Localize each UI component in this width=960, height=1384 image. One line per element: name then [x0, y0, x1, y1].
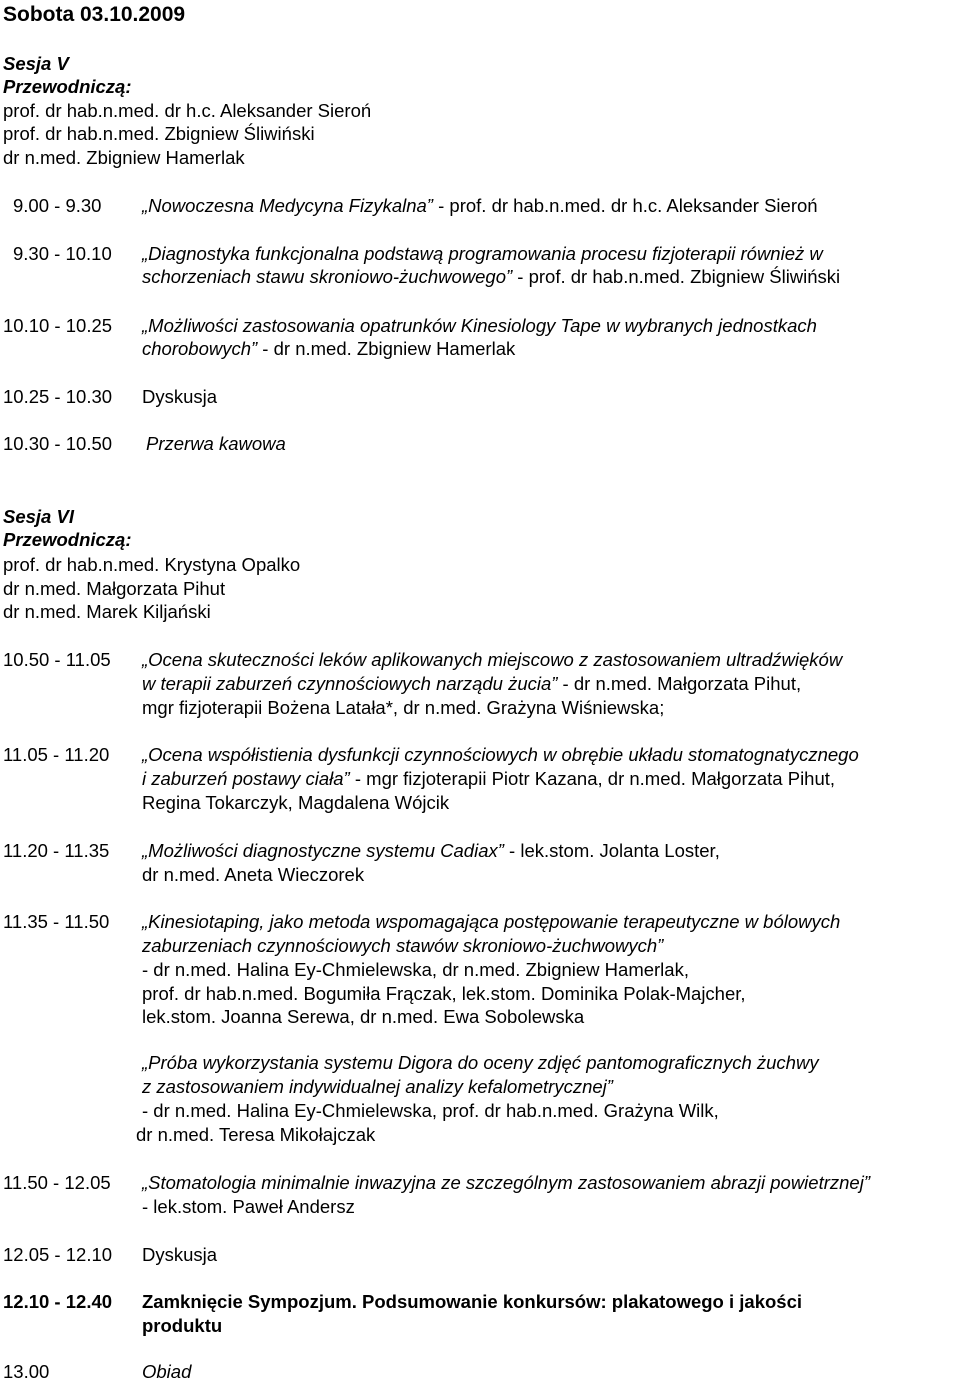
item-speaker: mgr fizjoterapii Bożena Latała*, dr n.med. Grażyna Wiśniewska;	[142, 697, 665, 718]
item-title: „Nowoczesna Medycyna Fizykalna”	[142, 195, 433, 216]
chairs-label: Przewodniczą:	[3, 529, 132, 550]
item-title: z zastosowaniem indywidualnej analizy kefalometrycznej”	[142, 1076, 613, 1097]
item-title: zaburzeniach czynnościowych stawów skroniowo-żuchwowych”	[142, 935, 664, 956]
program-item	[142, 337, 515, 361]
item-title: schorzeniach stawu skroniowo-żuchwowego”	[142, 266, 513, 287]
session-title: Sesja VI	[3, 506, 74, 527]
item-title: w terapii zaburzeń czynnościowych narządu żucia”	[142, 673, 558, 694]
item-speaker: - lek.stom. Jolanta Loster,	[503, 840, 720, 861]
item-speaker: dr n.med. Aneta Wieczorek	[142, 864, 365, 885]
item-speaker: - lek.stom. Paweł Andersz	[142, 1196, 355, 1217]
item-time: 11.50 - 12.05	[3, 1172, 111, 1193]
item-title: chorobowych”	[142, 338, 258, 359]
item-time: 10.25 - 10.30	[3, 386, 113, 407]
chair-name: dr n.med. Marek Kiljański	[3, 601, 211, 622]
item-speaker: lek.stom. Joanna Serewa, dr n.med. Ewa Sobolewska	[142, 1006, 585, 1027]
item-title: Dyskusja	[142, 1244, 218, 1265]
item-speaker: prof. dr hab.n.med. Bogumiła Frączak, lek.stom. Dominika Polak-Majcher,	[142, 983, 746, 1004]
item-speaker: - dr n.med. Halina Ey-Chmielewska, prof. dr hab.n.med. Grażyna Wilk,	[142, 1100, 719, 1121]
item-speaker: - dr n.med. Zbigniew Hamerlak	[257, 338, 516, 359]
item-title: „Kinesiotaping, jako metoda wspomagająca postępowanie terapeutyczne w bólowych	[142, 911, 841, 932]
item-time: 13.00	[3, 1361, 50, 1382]
item-title: Dyskusja	[142, 386, 218, 407]
chair-name: prof. dr hab.n.med. Zbigniew Śliwiński	[3, 123, 315, 144]
program-item	[142, 194, 818, 218]
item-speaker: - dr n.med. Małgorzata Pihut,	[557, 673, 802, 694]
item-title: „Ocena skuteczności leków aplikowanych miejscowo z zastosowaniem ultradźwięków	[142, 649, 843, 670]
item-time: 10.10 - 10.25	[3, 315, 113, 336]
item-title: „Stomatologia minimalnie inwazyjna ze szczególnym zastosowaniem abrazji powietrznej”	[142, 1172, 870, 1193]
item-time: 11.35 - 11.50	[3, 911, 110, 932]
program-item	[142, 672, 801, 696]
item-time: 10.50 - 11.05	[3, 649, 111, 670]
item-title: „Próba wykorzystania systemu Digora do oceny zdjęć pantomograficznych żuchwy	[142, 1052, 819, 1073]
item-time: 12.10 - 12.40	[3, 1291, 113, 1312]
item-time: 11.05 - 11.20	[3, 744, 110, 765]
item-time: 11.20 - 11.35	[3, 840, 110, 861]
program-item	[142, 839, 720, 863]
date-heading: Sobota 03.10.2009	[3, 3, 186, 26]
chair-name: dr n.med. Zbigniew Hamerlak	[3, 147, 245, 168]
item-time: 9.00 - 9.30	[13, 195, 102, 216]
item-time: 10.30 - 10.50	[3, 433, 113, 454]
item-speaker: - prof. dr hab.n.med. dr h.c. Aleksander Sieroń	[432, 195, 818, 216]
item-title: Przerwa kawowa	[146, 433, 286, 454]
item-title: „Możliwości diagnostyczne systemu Cadiax”	[142, 840, 504, 861]
program-item	[142, 265, 840, 289]
item-title: Zamknięcie Sympozjum. Podsumowanie konkursów: plakatowego i jakości	[142, 1291, 803, 1312]
item-time: 9.30 - 10.10	[13, 243, 112, 264]
session-title: Sesja V	[3, 53, 69, 74]
item-title: produktu	[142, 1315, 223, 1336]
item-title: „Możliwości zastosowania opatrunków Kinesiology Tape w wybranych jednostkach	[142, 315, 817, 336]
chair-name: prof. dr hab.n.med. dr h.c. Aleksander Sieroń	[3, 100, 372, 121]
item-speaker: - prof. dr hab.n.med. Zbigniew Śliwiński	[512, 266, 841, 287]
program-item	[142, 767, 835, 791]
item-speaker: dr n.med. Teresa Mikołajczak	[136, 1124, 376, 1145]
chairs-label: Przewodniczą:	[3, 76, 132, 97]
item-title: Obiad	[142, 1361, 192, 1382]
item-speaker: - dr n.med. Halina Ey-Chmielewska, dr n.med. Zbigniew Hamerlak,	[142, 959, 689, 980]
item-speaker: - mgr fizjoterapii Piotr Kazana, dr n.med. Małgorzata Pihut,	[349, 768, 836, 789]
item-time: 12.05 - 12.10	[3, 1244, 113, 1265]
chair-name: dr n.med. Małgorzata Pihut	[3, 578, 226, 599]
item-title: i zaburzeń postawy ciała”	[142, 768, 350, 789]
item-speaker: Regina Tokarczyk, Magdalena Wójcik	[142, 792, 450, 813]
item-title: „Diagnostyka funkcjonalna podstawą programowania procesu fizjoterapii również w	[142, 243, 823, 264]
chair-name: prof. dr hab.n.med. Krystyna Opalko	[3, 554, 301, 575]
item-title: „Ocena współistienia dysfunkcji czynnościowych w obrębie układu stomatognatycznego	[142, 744, 859, 765]
